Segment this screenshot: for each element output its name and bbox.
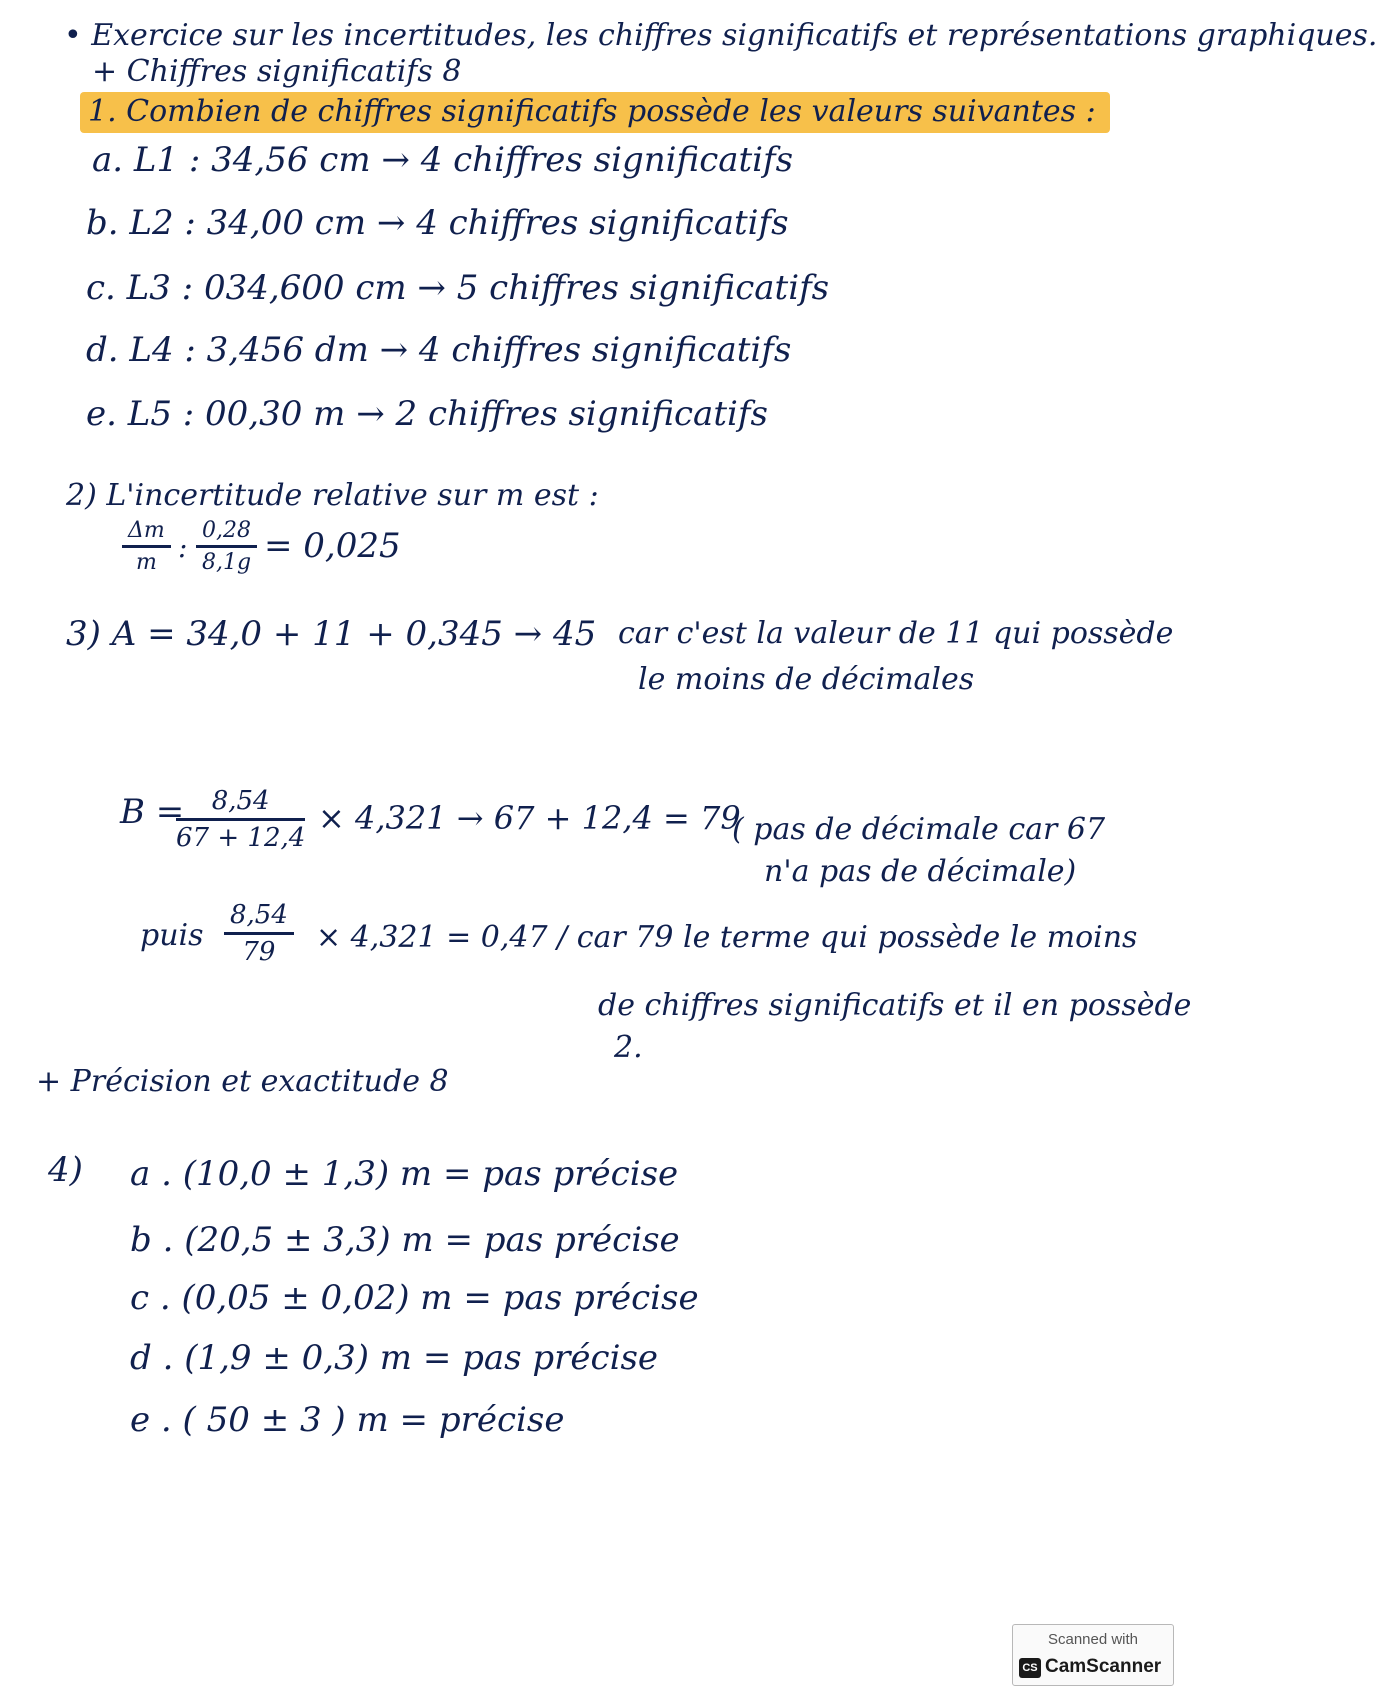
camscanner-brand: CamScanner: [1045, 1656, 1162, 1677]
fraction-puis: [224, 900, 294, 967]
fraction-numerator: Δm: [122, 518, 171, 548]
question-3-a-note-1: car c'est la valeur de 11 qui possède: [618, 616, 1174, 651]
question-3-b-note-2: n'a pas de décimale): [764, 854, 1077, 889]
question-3-b-note-1: ( pas de décimale car 67: [732, 812, 1106, 847]
fraction-denominator: 8,1g: [201, 550, 252, 575]
fraction-b: [176, 786, 305, 853]
answer-4c: c . (0,05 ± 0,02) m = pas précise: [130, 1278, 699, 1318]
fraction-denominator: 67 + 12,4: [176, 823, 306, 853]
answer-4e: e . ( 50 ± 3 ) m = précise: [130, 1400, 565, 1440]
question-4-label: 4): [48, 1150, 83, 1190]
question-1-prompt: [80, 92, 1110, 132]
question-3-b-label: B =: [120, 792, 185, 832]
question-1-highlight: 1. Combien de chiffres significatifs possède les valeurs suivantes :: [80, 92, 1110, 133]
question-3-puis-note-2: de chiffres significatifs et il en possède: [598, 988, 1192, 1023]
fraction-value: [196, 518, 257, 575]
answer-1d: d. L4 : 3,456 dm → 4 chiffres significatifs: [86, 330, 792, 370]
question-3-puis-note-3: 2.: [614, 1030, 643, 1065]
fraction-denominator: m: [135, 550, 157, 575]
answer-1b: b. L2 : 34,00 cm → 4 chiffres significatifs: [86, 203, 789, 243]
answer-4a: a . (10,0 ± 1,3) m = pas précise: [130, 1154, 679, 1194]
question-3-a-line: 3) A = 34,0 + 11 + 0,345 → 45: [66, 614, 597, 654]
fraction-numerator: 8,54: [176, 786, 305, 821]
fraction-delta-m-over-m: [122, 518, 171, 575]
answer-1c: c. L3 : 034,600 cm → 5 chiffres significatifs: [86, 268, 830, 308]
equals-sign: :: [178, 531, 188, 564]
fraction-numerator: 8,54: [224, 900, 294, 935]
question-3-a-note-2: le moins de décimales: [638, 662, 975, 697]
question-3-puis-rest: × 4,321 = 0,47 / car 79 le terme qui possède le moins: [316, 920, 1138, 955]
exercise-title: • Exercice sur les incertitudes, les chiffres significatifs et représentations graphiques.: [64, 18, 1377, 53]
question-3-b-rest: × 4,321 → 67 + 12,4 = 79: [318, 799, 741, 837]
camscanner-logo-icon: CS: [1019, 1658, 1041, 1678]
fraction-denominator: 79: [242, 937, 276, 967]
fraction-numerator: 0,28: [196, 518, 257, 548]
answer-1a: a. L1 : 34,56 cm → 4 chiffres significatifs: [92, 140, 794, 180]
relative-uncertainty-result: = 0,025: [264, 526, 401, 566]
question-2-intro: 2) L'incertitude relative sur m est :: [66, 478, 599, 513]
answer-4b: b . (20,5 ± 3,3) m = pas précise: [130, 1220, 680, 1260]
section-heading-significant-figures: + Chiffres significatifs 8: [92, 54, 462, 89]
answer-1e: e. L5 : 00,30 m → 2 chiffres significatifs: [86, 394, 768, 434]
scanned-with-label: Scanned with: [1047, 1631, 1139, 1648]
answer-4d: d . (1,9 ± 0,3) m = pas précise: [130, 1338, 659, 1378]
question-3-puis-label: puis: [140, 918, 204, 953]
camscanner-watermark: [1012, 1624, 1174, 1686]
section-heading-precision: + Précision et exactitude 8: [36, 1064, 449, 1099]
